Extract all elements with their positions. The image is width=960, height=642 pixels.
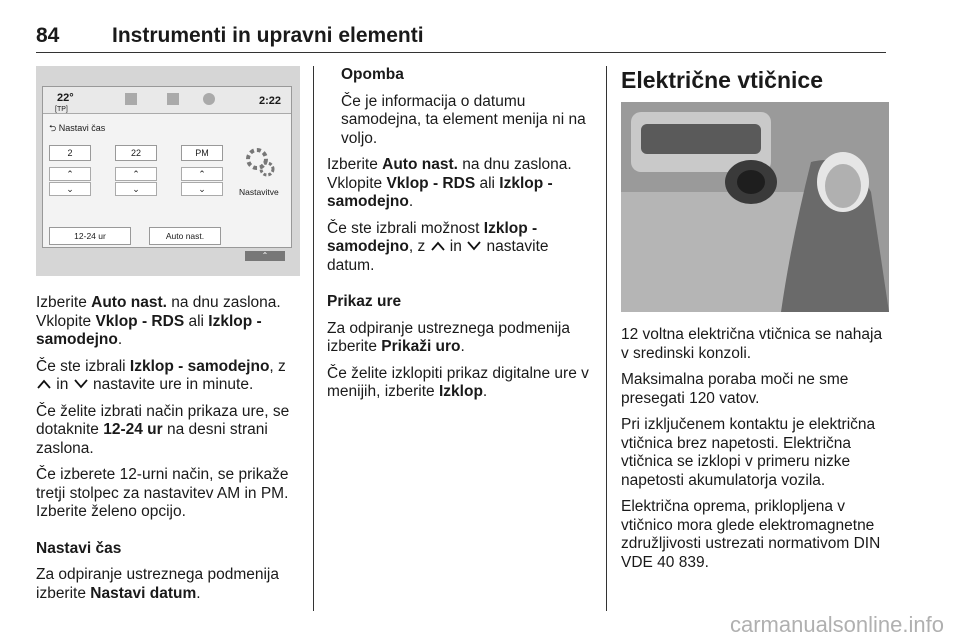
minute-field: 22 bbox=[115, 145, 157, 161]
subheading: Nastavi čas bbox=[36, 539, 122, 557]
ampm-down-icon: ⌄ bbox=[181, 182, 223, 196]
scroll-up-icon: ⌃ bbox=[245, 251, 285, 261]
navigation-icon bbox=[203, 93, 215, 105]
btn-12-24: 12-24 ur bbox=[49, 227, 131, 245]
power-outlet-photo bbox=[621, 102, 889, 312]
btn-auto-set: Auto nast. bbox=[149, 227, 221, 245]
screen-clock: 2:22 bbox=[258, 95, 281, 107]
infotainment-screen-image bbox=[36, 66, 300, 276]
settings-label: Nastavitve bbox=[239, 187, 279, 197]
hour-field: 2 bbox=[49, 145, 91, 161]
paragraph: Če želite izbrati način prikaza ure, se dotaknite 12-24 ur na desni strani zaslona. bbox=[36, 402, 290, 457]
screen-tp-label: [TP] bbox=[55, 106, 68, 113]
chevron-up-icon bbox=[430, 240, 446, 252]
column-divider bbox=[606, 66, 607, 611]
note-text: Če je informacija o datumu samodejna, ta element menija ni na voljo. bbox=[341, 92, 586, 147]
ampm-field: PM bbox=[181, 145, 223, 161]
paragraph: Izberite Auto nast. na dnu zaslona. Vklopite Vklop - RDS ali Izklop - samodejno. bbox=[36, 294, 281, 348]
paragraph: Če ste izbrali Izklop - samodejno, z in nastavite ure in minute. bbox=[36, 357, 286, 393]
column-2 bbox=[327, 66, 593, 410]
minute-up-icon: ⌃ bbox=[115, 167, 157, 181]
paragraph: 12 voltna električna vtičnica se nahaja v sredinski konzoli. bbox=[621, 326, 883, 362]
ampm-up-icon: ⌃ bbox=[181, 167, 223, 181]
watermark-logo: carmanualsonline.info bbox=[729, 612, 944, 637]
paragraph: Maksimalna poraba moči ne sme presegati 120 vatov. bbox=[621, 371, 849, 407]
hour-down-icon: ⌄ bbox=[49, 182, 91, 196]
page-number: 84 bbox=[36, 24, 60, 47]
paragraph: Električna oprema, priklopljena v vtičnico mora glede elektromagnetne združljivosti ustrezati normativom DIN VDE 40 839. bbox=[621, 498, 881, 571]
column-3 bbox=[621, 66, 889, 580]
column-divider bbox=[313, 66, 314, 611]
minute-down-icon: ⌄ bbox=[115, 182, 157, 196]
chevron-down-icon bbox=[466, 240, 482, 252]
paragraph: Če želite izklopiti prikaz digitalne ure v menijih, izberite Izklop. bbox=[327, 364, 589, 400]
phone-icon bbox=[167, 93, 179, 105]
section-title: Električne vtičnice bbox=[621, 67, 823, 93]
chevron-down-icon bbox=[73, 378, 89, 390]
page-title: Instrumenti in upravni elementi bbox=[112, 24, 424, 47]
paragraph: Če ste izbrali možnost Izklop - samodejno, z in nastavite datum. bbox=[327, 219, 549, 274]
chevron-up-icon bbox=[36, 378, 52, 390]
note-box bbox=[327, 66, 593, 148]
paragraph: Če izberete 12-urni način, se prikaže tretji stolpec za nastavitev AM in PM. Izberite želeno opcijo. bbox=[36, 466, 289, 520]
column-1 bbox=[36, 66, 300, 611]
hour-up-icon: ⌃ bbox=[49, 167, 91, 181]
paragraph: Za odpiranje ustreznega podmenija izberite Prikaži uro. bbox=[327, 319, 570, 355]
note-title: Opomba bbox=[341, 66, 404, 83]
subheading: Prikaz ure bbox=[327, 293, 402, 310]
paragraph: Izberite Auto nast. na dnu zaslona. Vklopite Vklop - RDS ali Izklop - samodejno. bbox=[327, 156, 572, 210]
gear-icon bbox=[243, 145, 277, 179]
audio-icon bbox=[125, 93, 137, 105]
page-header bbox=[36, 22, 886, 53]
screen-temperature: 22° bbox=[57, 92, 74, 104]
screen-menu-title: ⮌ Nastavi čas bbox=[49, 123, 106, 133]
paragraph: Pri izključenem kontaktu je električna vtičnica brez napetosti. Električna vtičnica se izklopi v primeru nizke napetosti akumulatorja vozila. bbox=[621, 416, 876, 489]
paragraph: Za odpiranje ustreznega podmenija izberite Nastavi datum. bbox=[36, 566, 279, 602]
